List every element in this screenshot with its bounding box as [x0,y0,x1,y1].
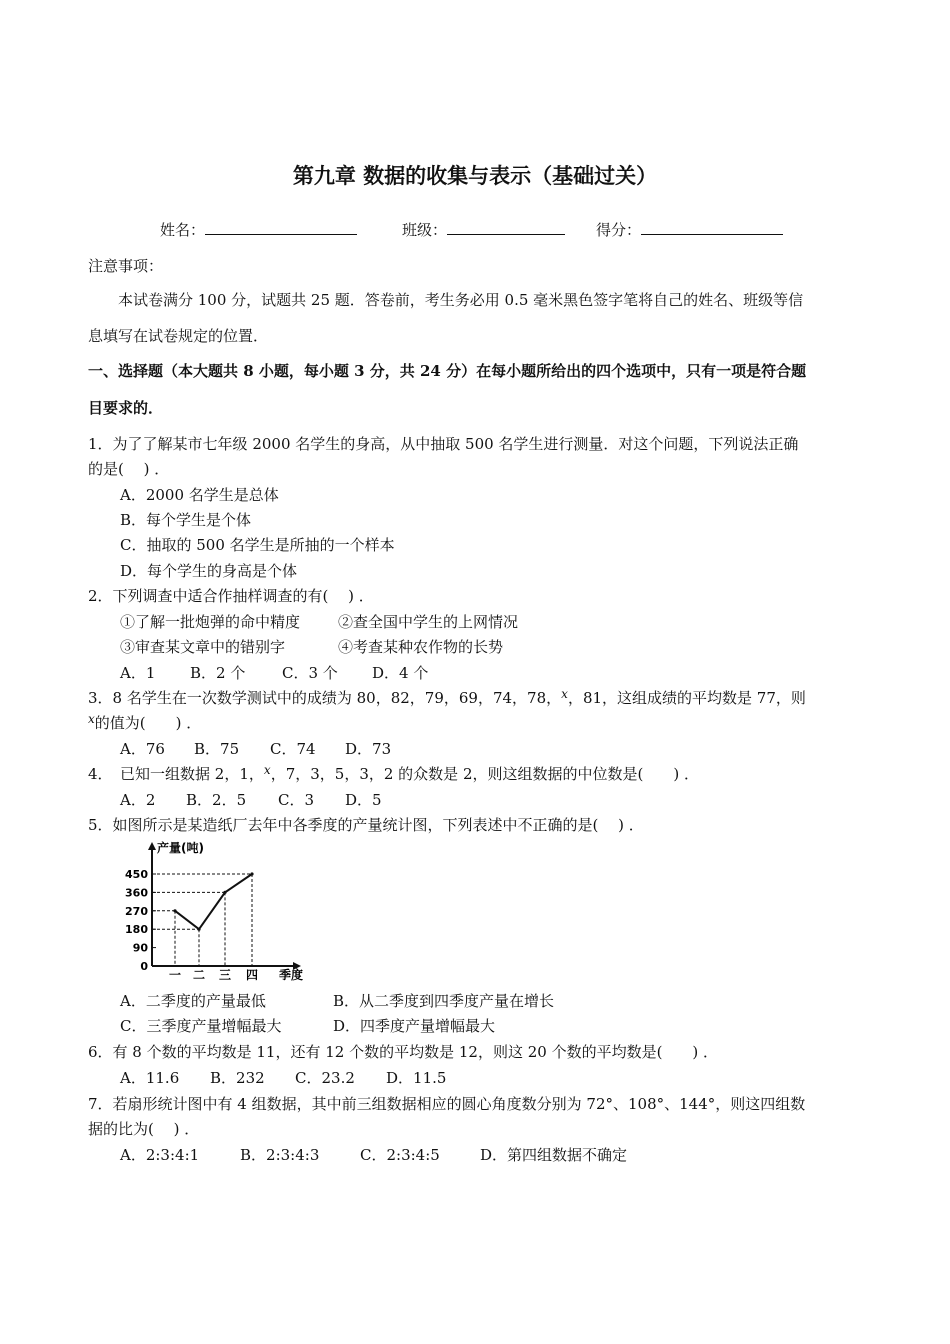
chart-y-axis-label: 产量(吨) [157,841,204,855]
notice-line-1: 本试卷满分 100 分，试题共 25 题．答卷前，考生务必用 0.5 毫米黑色签字笔将自己的姓名、班级等信 [118,291,804,309]
q4-stem [88,764,699,785]
score-label: 得分： [596,221,642,239]
q5-option-b[interactable]: B．从二季度到四季度产量在增长 [333,992,555,1010]
class-blank[interactable] [447,220,565,235]
q7-stem-2: 据的比为( ) ． [88,1120,200,1138]
q5-stem: 5．如图所示是某造纸厂去年中各季度的产量统计图，下列表述中不正确的是( ) ． [88,816,644,834]
score-blank[interactable] [641,220,783,235]
notice-heading: 注意事项： [88,257,164,275]
q2-item-1: ①了解一批炮弹的命中精度 [120,613,301,631]
chart-y-axis-arrow [148,842,156,850]
chart-data-point [250,872,253,875]
q3-stem-1a: 3．8 名学生在一次数学测试中的成绩为 80，82，79，69，74，78， [88,689,562,707]
chart-series-line [175,874,252,929]
q4-stem-b: ，7，3，5，3，2 的众数是 2，则这组数据的中位数是( ) ． [270,765,699,783]
score-field[interactable] [596,219,783,240]
q7-stem-1: 7．若扇形统计图中有 4 组数据，其中前三组数据相应的圆心角度数分别为 72°、108°、144°，则这四组数 [88,1095,806,1113]
q4-option-c[interactable]: C．3 [278,791,315,809]
page-title: 第九章 数据的收集与表示（基础过关） [292,164,658,188]
q6-option-b[interactable]: B．232 [210,1069,265,1087]
q3-variable-x-2: x [88,712,95,726]
notice-line-2: 息填写在试卷规定的位置． [88,327,269,345]
chart-x-tick-label: 二 [192,968,206,982]
production-line-chart [115,836,315,986]
q3-stem-2 [88,713,201,734]
q6-stem: 6．有 8 个数的平均数是 11，还有 12 个数的平均数是 12，则这 20 个数的平均数是( ) ． [88,1043,719,1061]
chart-y-tick-label: 360 [125,886,148,900]
q3-stem-1b: ，81，这组成绩的平均数是 77，则 [567,689,806,707]
q2-stem: 2．下列调查中适合作抽样调查的有( ) ． [88,587,374,605]
q7-option-d[interactable]: D．第四组数据不确定 [480,1146,628,1164]
q3-stem-2-text: 的值为( ) ． [94,714,202,732]
q4-stem-a: 4． 已知一组数据 2，1， [88,765,264,783]
q3-option-c[interactable]: C．74 [270,740,316,758]
q5-option-d[interactable]: D．四季度产量增幅最大 [333,1017,496,1035]
q1-option-a[interactable]: A．2000 名学生是总体 [120,486,279,504]
q3-option-a[interactable]: A．76 [120,740,165,758]
q1-option-c[interactable]: C．抽取的 500 名学生是所抽的一个样本 [120,536,395,554]
q2-option-c[interactable]: C．3 个 [282,664,338,682]
q2-item-3: ③审查某文章中的错别字 [120,638,286,656]
q5-option-c[interactable]: C．三季度产量增幅最大 [120,1017,282,1035]
class-label: 班级： [402,221,448,239]
q7-option-a[interactable]: A．2:3:4:1 [120,1146,200,1164]
q3-variable-x: x [561,687,568,701]
chart-x-axis-label: 季度 [279,968,304,982]
name-field[interactable] [160,219,357,240]
q4-option-b[interactable]: B．2．5 [186,791,247,809]
chart-x-tick-label: 三 [218,968,232,982]
section-heading-1: 一、选择题（本大题共 8 小题，每小题 3 分，共 24 分）在每小题所给出的四个选项中，只有一项是符合题 [88,362,807,380]
q3-stem-1 [88,688,806,709]
q6-option-a[interactable]: A．11.6 [120,1069,180,1087]
q6-option-d[interactable]: D．11.5 [386,1069,447,1087]
chart-data-point [223,891,226,894]
q2-option-d[interactable]: D．4 个 [372,664,429,682]
chart-x-tick-label: 一 [168,968,182,982]
chart-y-tick-label: 0 [140,960,148,973]
q3-option-b[interactable]: B．75 [194,740,240,758]
q1-option-d[interactable]: D．每个学生的身高是个体 [120,562,298,580]
chart-data-point [197,928,200,931]
q2-option-a[interactable]: A．1 [120,664,156,682]
q1-stem-1: 1．为了了解某市七年级 2000 名学生的身高，从中抽取 500 名学生进行测量．对这个问题，下列说法正确 [88,435,799,453]
section-heading-2: 目要求的． [88,399,164,417]
q2-option-b[interactable]: B．2 个 [190,664,246,682]
q6-option-c[interactable]: C．23.2 [295,1069,355,1087]
q3-option-d[interactable]: D．73 [345,740,392,758]
class-field[interactable] [402,219,565,240]
chart-data-point [173,909,176,912]
chart-y-tick-label: 270 [125,904,148,918]
q7-option-c[interactable]: C．2:3:4:5 [360,1146,440,1164]
q1-stem-2: 的是( ) ． [88,460,170,478]
chart-y-tick-label: 90 [132,941,148,955]
q7-option-b[interactable]: B．2:3:4:3 [240,1146,320,1164]
chart-x-tick-label: 四 [245,968,259,982]
chart-y-tick-label: 180 [125,923,148,937]
q4-option-a[interactable]: A．2 [120,791,156,809]
q5-option-a[interactable]: A．二季度的产量最低 [120,992,266,1010]
q4-variable-x: x [263,763,271,777]
q4-option-d[interactable]: D．5 [345,791,382,809]
name-label: 姓名： [160,221,206,239]
q2-item-4: ④考查某种农作物的长势 [338,638,504,656]
q1-option-b[interactable]: B．每个学生是个体 [120,511,252,529]
chart-y-tick-label: 450 [125,868,148,881]
name-blank[interactable] [205,220,357,235]
q2-item-2: ②查全国中学生的上网情况 [338,613,519,631]
